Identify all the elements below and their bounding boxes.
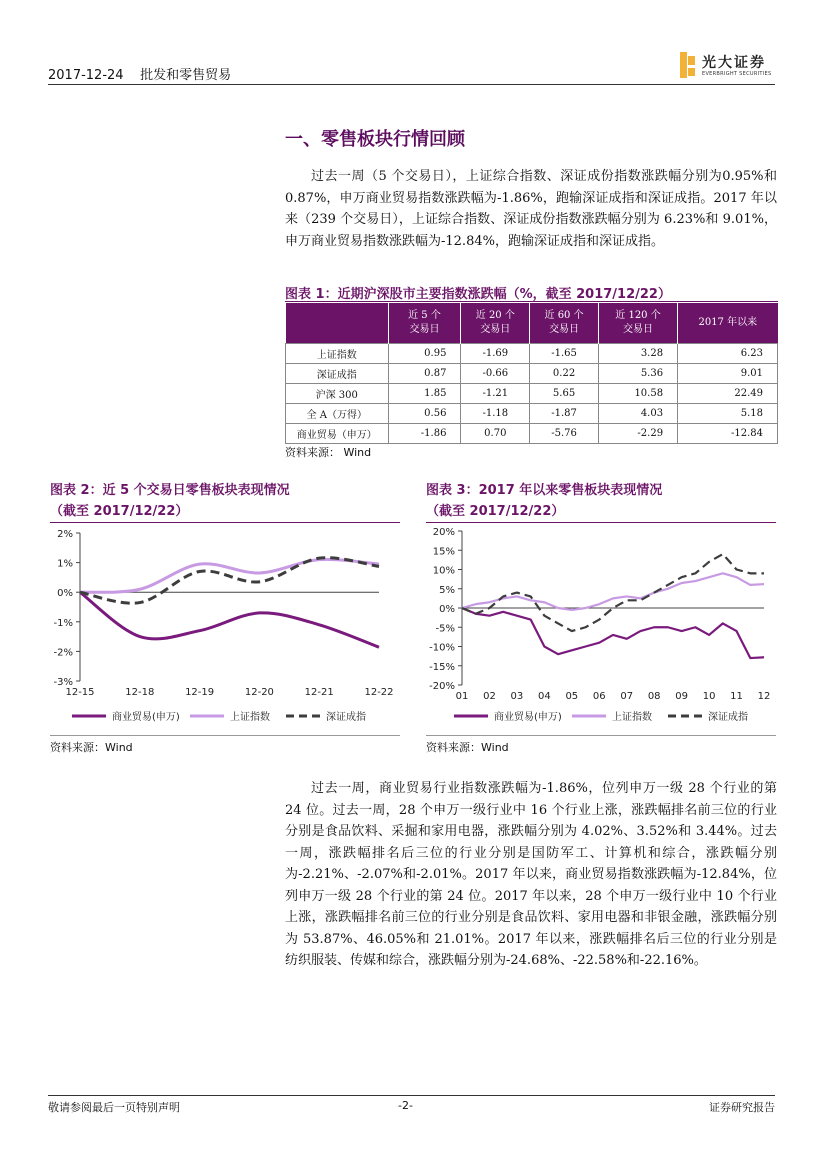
index-performance-table xyxy=(285,303,778,444)
table-header-row xyxy=(286,303,778,344)
series-line xyxy=(80,558,379,603)
chart3-rule xyxy=(426,522,776,523)
x-tick-label: 09 xyxy=(675,691,689,702)
y-tick-label: 0% xyxy=(439,604,455,615)
legend-label: 深证成指 xyxy=(326,712,366,723)
table-row xyxy=(286,344,778,364)
logo-text-en: EVERBRIGHT SECURITIES xyxy=(702,71,772,77)
industry-paragraph xyxy=(285,778,777,972)
table-cell: 0.22 xyxy=(530,364,599,384)
chart3-svg xyxy=(416,525,786,730)
y-tick-label: 5% xyxy=(439,584,455,596)
table-cell: -1.65 xyxy=(530,344,599,364)
x-tick-label: 12 xyxy=(757,691,771,702)
chart2-rule xyxy=(50,522,400,523)
table1-source: 资料来源： Wind xyxy=(285,446,372,459)
y-tick-label: -1% xyxy=(53,617,73,629)
table-row xyxy=(286,384,778,404)
footer-divider xyxy=(48,1095,775,1096)
y-tick-label: 1% xyxy=(57,558,73,570)
footer-disclaimer: 敬请参阅最后一页特别声明 xyxy=(48,1101,180,1114)
x-tick-label: 07 xyxy=(620,691,634,702)
y-tick-label: -20% xyxy=(429,681,455,692)
x-tick-label: 12-19 xyxy=(185,687,215,698)
chart2-title-block xyxy=(50,480,290,522)
table-cell: 9.01 xyxy=(678,364,778,384)
table-cell: 3.28 xyxy=(598,344,677,364)
table-header-cell: 2017 年以来 xyxy=(678,303,778,344)
table-cell: 5.36 xyxy=(598,364,677,384)
table-cell: -1.18 xyxy=(461,404,530,424)
table-cell: -12.84 xyxy=(678,424,778,444)
row-label: 深证成指 xyxy=(286,364,389,384)
x-tick-label: 03 xyxy=(510,691,524,702)
chart2-source: 资料来源：Wind xyxy=(50,741,133,754)
company-logo xyxy=(680,52,780,82)
table-row xyxy=(286,424,778,444)
logo-mark-icon xyxy=(680,52,696,78)
series-line xyxy=(462,554,764,631)
x-tick-label: 11 xyxy=(730,691,743,702)
table-cell: 5.65 xyxy=(530,384,599,404)
table-cell: -0.66 xyxy=(461,364,530,384)
y-tick-label: -2% xyxy=(53,647,73,659)
table-cell: 10.58 xyxy=(598,384,677,404)
table-header-cell: 近 60 个 交易日 xyxy=(530,303,599,344)
row-label: 商业贸易（申万） xyxy=(286,424,389,444)
x-tick-label: 08 xyxy=(647,691,661,702)
x-tick-label: 02 xyxy=(483,691,496,702)
legend-label: 商业贸易(申万) xyxy=(494,712,562,723)
y-tick-label: -3% xyxy=(53,677,73,688)
x-tick-label: 12-20 xyxy=(244,687,274,698)
chart3-subtitle: （截至 2017/12/22） xyxy=(426,504,565,519)
y-tick-label: 0% xyxy=(57,588,73,600)
x-tick-label: 12-15 xyxy=(65,687,95,698)
table-header-cell: 近 20 个 交易日 xyxy=(461,303,530,344)
series-line xyxy=(462,608,764,658)
table-row xyxy=(286,364,778,384)
chart2-title: 图表 2：近 5 个交易日零售板块表现情况 xyxy=(50,483,290,498)
table-cell: 1.85 xyxy=(388,384,461,404)
chart3-title: 图表 3：2017 年以来零售板块表现情况 xyxy=(426,483,663,498)
table-cell: 0.56 xyxy=(388,404,461,424)
table1-rule xyxy=(285,301,778,302)
series-line xyxy=(462,573,764,610)
chart2-source-rule xyxy=(50,735,400,736)
intro-paragraph-text: 过去一周（5 个交易日），上证综合指数、深证成份指数涨跌幅分别为0.95%和 0.87%，申万商业贸易指数涨跌幅为-1.86%，跑输深证成指和深证成指。2017 年以来（239 个交易日），上证综合指数、深证成份指数涨跌幅分别为 6.23%和 9.01%，申万商业贸易指数涨跌幅为-12.84%，跑输深证成指和深证成指。 xyxy=(285,169,777,249)
legend-label: 上证指数 xyxy=(612,712,652,723)
table-header-cell: 近 120 个 交易日 xyxy=(598,303,677,344)
x-tick-label: 12-18 xyxy=(125,687,155,698)
chart2-svg xyxy=(40,525,405,730)
page-number: -2- xyxy=(398,1099,413,1112)
chart3-source-rule xyxy=(426,735,776,736)
intro-paragraph xyxy=(285,166,777,252)
y-tick-label: 2% xyxy=(57,529,73,540)
legend-label: 商业贸易(申万) xyxy=(112,712,180,723)
table-cell: -1.21 xyxy=(461,384,530,404)
table-cell: 4.03 xyxy=(598,404,677,424)
section-title: 一、零售板块行情回顾 xyxy=(285,129,465,150)
chart3-title-block xyxy=(426,480,662,522)
x-tick-label: 10 xyxy=(702,691,716,702)
chart3-source: 资料来源：Wind xyxy=(426,741,509,754)
x-tick-label: 06 xyxy=(592,691,606,702)
table-row xyxy=(286,404,778,424)
table-header-cell xyxy=(286,303,389,344)
table-cell: 0.70 xyxy=(461,424,530,444)
report-category: 批发和零售贸易 xyxy=(140,68,232,83)
report-date: 2017-12-24 xyxy=(48,68,124,83)
table-cell: 5.18 xyxy=(678,404,778,424)
table1-title: 图表 1：近期沪深股市主要指数涨跌幅（%，截至 2017/12/22） xyxy=(285,287,671,302)
table-cell: -1.87 xyxy=(530,404,599,424)
footer-report-type: 证券研究报告 xyxy=(709,1101,775,1114)
row-label: 全 A（万得） xyxy=(286,404,389,424)
legend-label: 深证成指 xyxy=(708,712,748,723)
table-cell: -1.86 xyxy=(388,424,461,444)
table-cell: -5.76 xyxy=(530,424,599,444)
x-tick-label: 01 xyxy=(455,691,469,702)
series-line xyxy=(80,592,379,647)
industry-paragraph-text: 过去一周，商业贸易行业指数涨跌幅为-1.86%，位列申万一级 28 个行业的第 24 位。过去一周，28 个申万一级行业中 16 个行业上涨，涨跌幅排名前三位的行业分别是食品饮料、采掘和家用电器，涨跌幅分别为 4.02%、3.52%和 3.44%。过去一周，涨跌幅排名后三位的行业分别是国防军工、计算机和综合，涨跌幅分别为-2.21%、-2.07%和-2.01%。2017 年以来，商业贸易指数涨跌幅为-12.84%，位列申万一级 28 个行业的第 24 位。2017 年以来，28 个申万一级行业中 10 个行业上涨，涨跌幅排名前三位的行业分别是食品饮料、家用电器和非银金融，涨跌幅分别为 53.87%、46.05%和 21.01%。2017 年以来，涨跌幅排名后三位的行业分别是纺织服装、传媒和综合，涨跌幅分别为-24.68%、-22.58%和-22.16%。 xyxy=(285,781,777,968)
row-label: 沪深 300 xyxy=(286,384,389,404)
table-header-cell: 近 5 个 交易日 xyxy=(388,303,461,344)
table-cell: 6.23 xyxy=(678,344,778,364)
table-cell: -2.29 xyxy=(598,424,677,444)
y-tick-label: -5% xyxy=(435,623,455,635)
table-cell: 0.95 xyxy=(388,344,461,364)
table-cell: 22.49 xyxy=(678,384,778,404)
header-title xyxy=(48,64,231,83)
table-cell: 0.87 xyxy=(388,364,461,384)
x-tick-label: 12-22 xyxy=(364,687,394,698)
y-tick-label: 15% xyxy=(432,546,455,558)
logo-text-cn: 光大证券 xyxy=(702,55,766,71)
y-tick-label: 20% xyxy=(432,527,455,538)
x-tick-label: 12-21 xyxy=(304,687,334,698)
y-tick-label: 10% xyxy=(432,565,455,577)
y-tick-label: -15% xyxy=(429,661,455,673)
legend-label: 上证指数 xyxy=(230,712,270,723)
row-label: 上证指数 xyxy=(286,344,389,364)
y-tick-label: -10% xyxy=(429,642,455,654)
x-tick-label: 05 xyxy=(565,691,579,702)
x-tick-label: 04 xyxy=(537,691,551,702)
chart2-subtitle: （截至 2017/12/22） xyxy=(50,504,189,519)
header-divider xyxy=(48,84,775,85)
table-cell: -1.69 xyxy=(461,344,530,364)
